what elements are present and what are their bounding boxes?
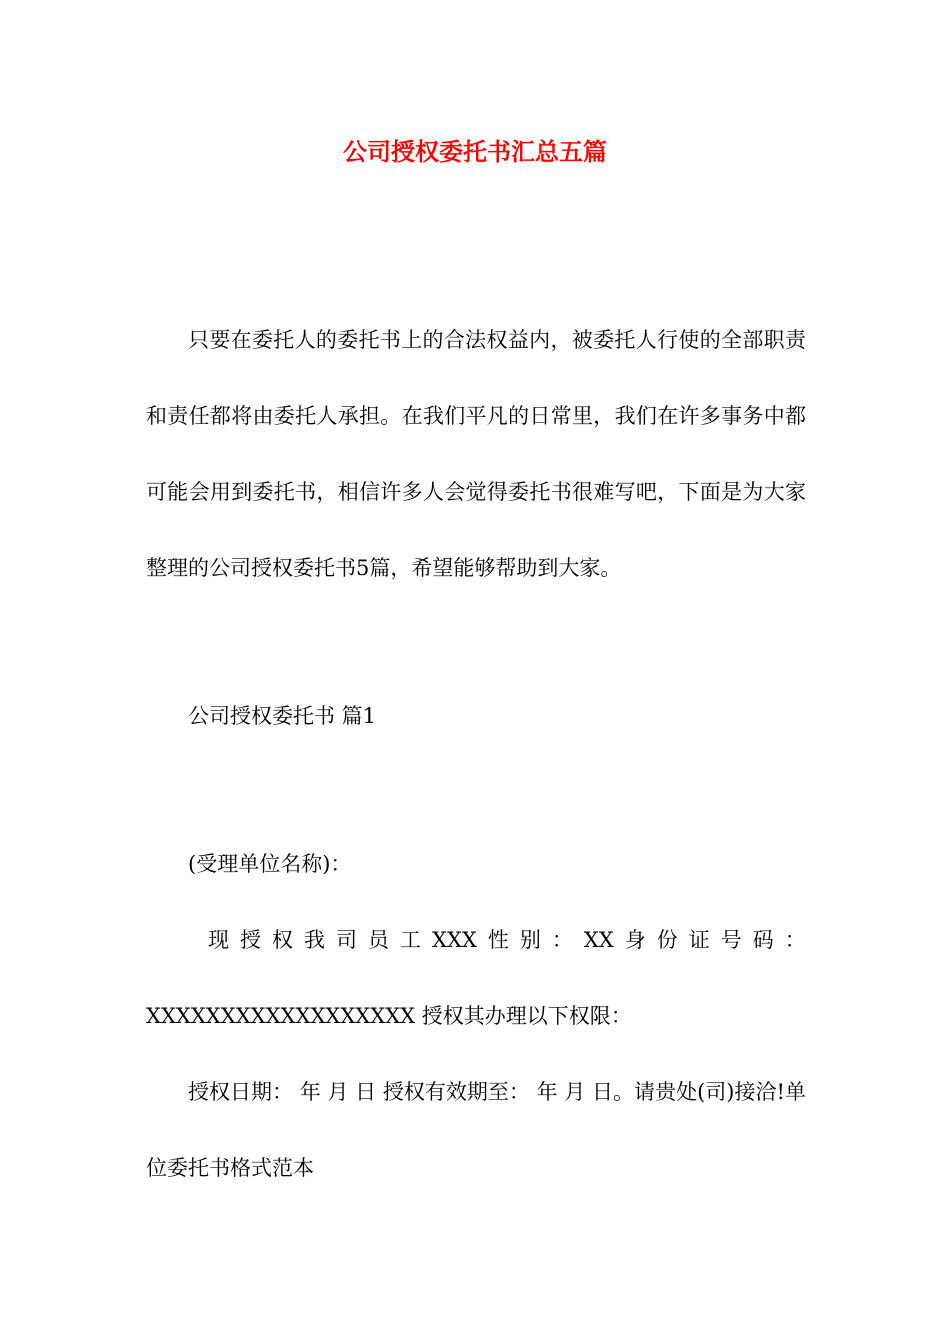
date-paragraph: 授权日期： 年 月 日 授权有效期至： 年 月 日。请贵处(司)接洽!单位委托书格式范本 xyxy=(146,1080,806,1180)
auth-line-1-token: 性 xyxy=(487,928,509,952)
auth-line-1-token: 证 xyxy=(688,928,710,952)
auth-line-1-token: ： xyxy=(784,928,806,952)
auth-line-1-token: 授 xyxy=(240,928,261,952)
intro-paragraph: 只要在委托人的委托书上的合法权益内，被委托人行使的全部职责和责任都将由委托人承担。在我们平凡的日常里，我们在许多事务中都可能会用到委托书，相信许多人会觉得委托书很难写吧，下面是为大家整理的公司授权委托书5篇，希望能够帮助到大家。 xyxy=(146,328,806,580)
authorization-line-1 xyxy=(146,902,806,978)
auth-line-1-token: 别 xyxy=(519,928,541,952)
auth-line-1-token: 份 xyxy=(656,928,678,952)
auth-line-1-token: 号 xyxy=(720,928,742,952)
section-heading: 公司授权委托书 篇1 xyxy=(188,704,377,728)
authorization-line-2: XXXXXXXXXXXXXXXXXX 授权其办理以下权限： xyxy=(146,1004,632,1028)
auth-line-1-token: 司 xyxy=(336,928,357,952)
auth-line-1-token: 工 xyxy=(400,928,421,952)
auth-line-1-token: XX xyxy=(583,928,614,952)
auth-line-1-token: ： xyxy=(551,928,573,952)
authorization-paragraph xyxy=(146,902,806,1054)
auth-line-1-token: 员 xyxy=(368,928,389,952)
auth-line-1-token: 身 xyxy=(624,928,646,952)
recipient-line: (受理单位名称)： xyxy=(188,852,352,876)
auth-line-1-token: XXX xyxy=(432,928,477,952)
auth-line-1-token: 我 xyxy=(304,928,325,952)
auth-line-1-token: 权 xyxy=(272,928,293,952)
auth-line-1-token: 现 xyxy=(208,928,229,952)
auth-line-1-token: 码 xyxy=(752,928,774,952)
document-title: 公司授权委托书汇总五篇 xyxy=(343,138,607,166)
